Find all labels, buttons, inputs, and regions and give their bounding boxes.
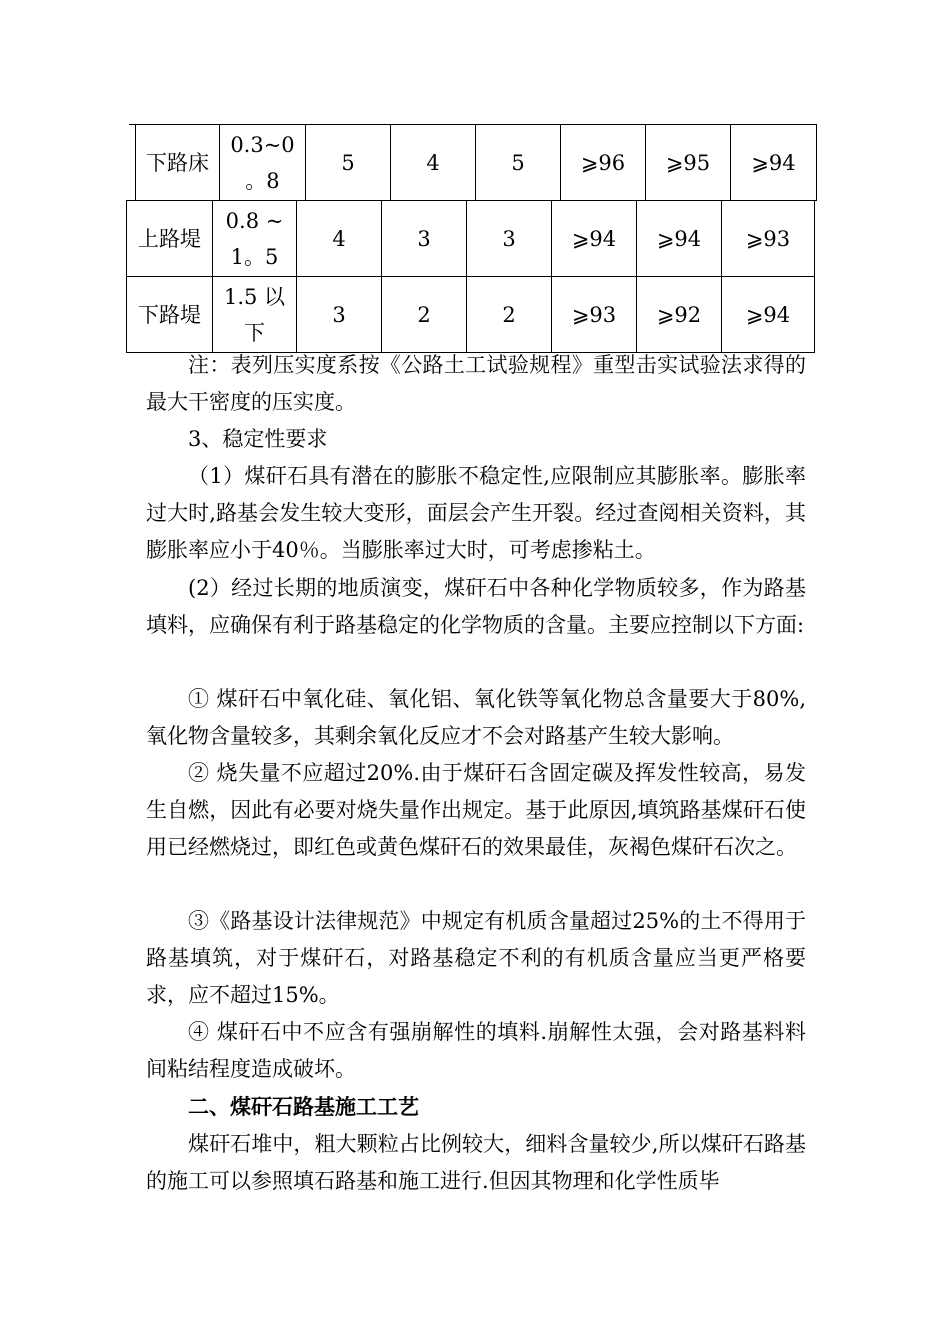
table-cell-depth: 0.8 ~ 1。5: [213, 201, 297, 277]
list-item: ② 烧失量不应超过20%.由于煤矸石含固定碳及挥发性较高，易发生自燃，因此有必要对烧失量作出规定。基于此原因,填筑路基煤矸石使用已经燃烧过，即红色或黄色煤矸石的效果最佳，灰褐色煤矸石次之。: [146, 761, 806, 859]
table-cell: ⩾93: [722, 201, 815, 277]
table-cell: ⩾94: [722, 277, 815, 353]
table-cell: ⩾94: [552, 201, 637, 277]
paragraph: (2）经过长期的地质演变，煤矸石中各种化学物质较多，作为路基填料，应确保有利于路基稳定的化学物质的含量。主要应控制以下方面:: [146, 576, 806, 637]
table-cell: 2: [467, 277, 552, 353]
table-cell: ⩾96: [561, 125, 646, 201]
list-item: ③《路基设计法律规范》中规定有机质含量超过25%的土不得用于路基填筑，对于煤矸石，对路基稳定不利的有机质含量应当更严格要求，应不超过15%。: [146, 909, 806, 1007]
subsection-title: 3、稳定性要求: [188, 427, 328, 451]
table-row: [126, 200, 815, 277]
table-cell: 2: [382, 277, 467, 353]
table-row: [135, 124, 817, 201]
section-heading: 二、煤矸石路基施工工艺: [188, 1095, 419, 1119]
table-cell-layer: 下路堤: [127, 277, 213, 353]
table-cell: ⩾95: [646, 125, 731, 201]
table-cell-depth: 1.5 以 下: [213, 277, 297, 353]
table-cell-layer: 上路堤: [127, 201, 213, 277]
table-row: [126, 276, 815, 353]
table-cell: 4: [391, 125, 476, 201]
table-cell: 3: [382, 201, 467, 277]
table-cell: ⩾93: [552, 277, 637, 353]
table-cell-layer: 下路床: [136, 125, 220, 201]
table-cell: 5: [476, 125, 561, 201]
table-cell: 3: [467, 201, 552, 277]
table-cell: ⩾94: [731, 125, 817, 201]
table-cell-depth: 0.3~0 。8: [220, 125, 306, 201]
table-note: 注：表列压实度系按《公路土工试验规程》重型击实试验法求得的最大干密度的压实度。: [146, 353, 806, 414]
table-cell: 5: [306, 125, 391, 201]
table-cell: 3: [297, 277, 382, 353]
list-item: ④ 煤矸石中不应含有强崩解性的填料.崩解性太强，会对路基料料间粘结程度造成破坏。: [146, 1020, 806, 1081]
table-cell: ⩾92: [637, 277, 722, 353]
table-cell: 4: [297, 201, 382, 277]
paragraph: （1）煤矸石具有潜在的膨胀不稳定性,应限制应其膨胀率。膨胀率过大时,路基会发生较大变形，面层会产生开裂。经过查阅相关资料，其膨胀率应小于40％。当膨胀率过大时，可考虑掺粘土。: [146, 464, 806, 562]
table-cell: ⩾94: [637, 201, 722, 277]
paragraph: 煤矸石堆中，粗大颗粒占比例较大，细料含量较少,所以煤矸石路基的施工可以参照填石路基和施工进行.但因其物理和化学性质毕: [146, 1132, 806, 1193]
list-item: ① 煤矸石中氧化硅、氧化铝、氧化铁等氧化物总含量要大于80%,氧化物含量较多，其剩余氧化反应才不会对路基产生较大影响。: [146, 687, 806, 748]
